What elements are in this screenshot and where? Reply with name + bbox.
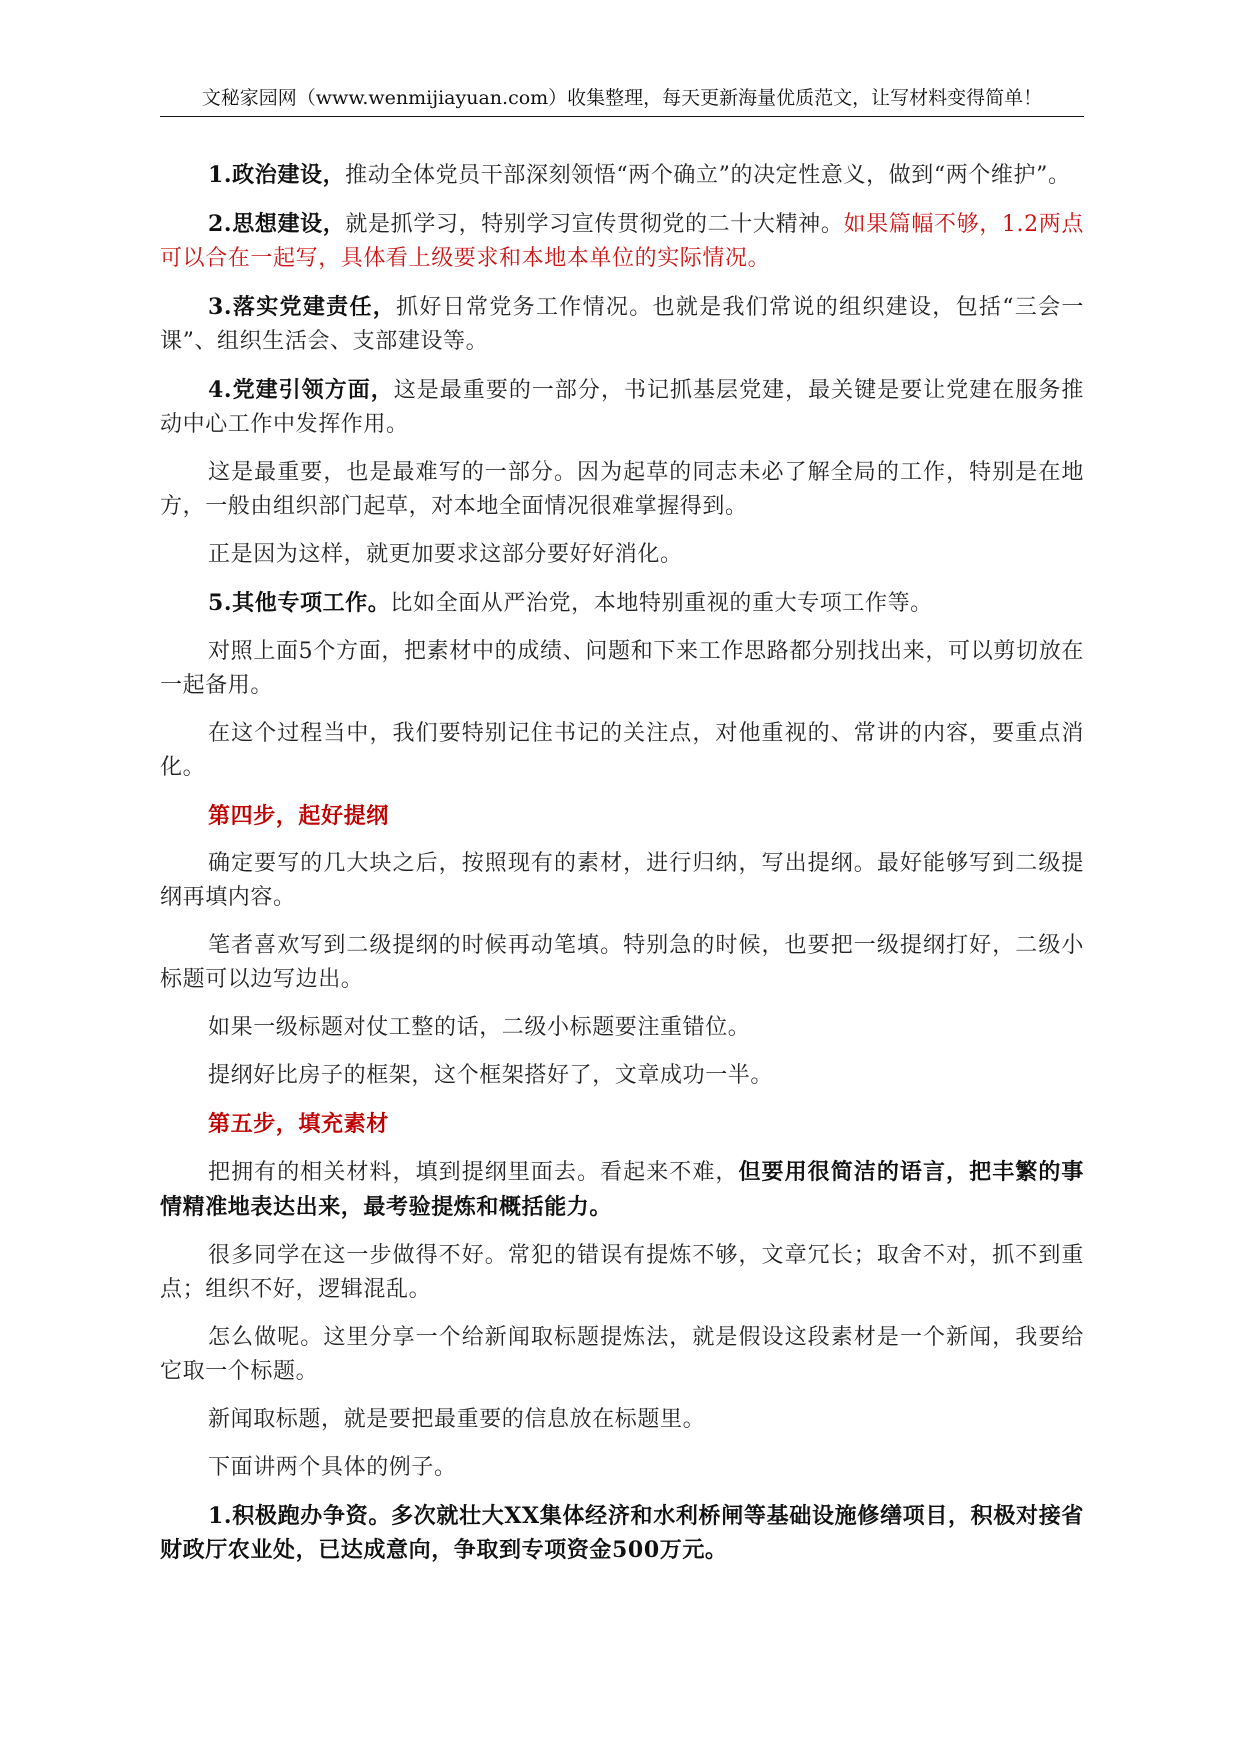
paragraph-text: 提纲好比房子的框架，这个框架搭好了，文章成功一半。 — [208, 1063, 774, 1088]
paragraph-example-one: 1.积极跑办争资。多次就壮大XX集体经济和水利桥闸等基础设施修缮项目，积极对接省财政厅农业处，已达成意向，争取到专项资金500万元。 — [160, 1503, 1084, 1563]
paragraph-party-responsibility — [160, 290, 1084, 359]
paragraph-text: 就是抓学习，特别学习宣传贯彻党的二十大精神。 — [345, 212, 844, 237]
paragraph-text: 如果一级标题对仗工整的话，二级小标题要注重错位。 — [208, 1015, 751, 1040]
paragraph-lead: 2.思想建设， — [208, 211, 346, 237]
paragraph-text: 把拥有的相关材料，填到提纲里面去。看起来不难， — [208, 1160, 739, 1185]
paragraph-text: 抓好日常党务工作情况。也就是我们常说的组织建设，包括“三会一课”、组织生活会、支部建设等。 — [160, 295, 1084, 354]
paragraph-text: 对照上面5个方面，把素材中的成绩、问题和下来工作思路都分别找出来，可以剪切放在一起备用。 — [160, 639, 1084, 698]
paragraph-text: 正是因为这样，就更加要求这部分要好好消化。 — [208, 542, 683, 567]
paragraph-text: 新闻取标题，就是要把最重要的信息放在标题里。 — [208, 1407, 706, 1432]
paragraph-lead: 4.党建引领方面， — [208, 377, 394, 403]
paragraph-text: 这是最重要的一部分，书记抓基层党建，最关键是要让党建在服务推动中心工作中发挥作用。 — [160, 378, 1084, 437]
paragraph-text: 笔者喜欢写到二级提纲的时候再动笔填。特别急的时候，也要把一级提纲打好，二级小标题可以边写边出。 — [160, 933, 1084, 992]
paragraph-text: 怎么做呢。这里分享一个给新闻取标题提炼法，就是假设这段素材是一个新闻，我要给它取一个标题。 — [160, 1325, 1084, 1384]
paragraph-text: 推动全体党员干部深刻领悟“两个确立”的决定性意义，做到“两个维护”。 — [345, 163, 1071, 188]
paragraph-red-note: 如果篇幅不够，1.2两点可以合在一起写，具体看上级要求和本地本单位的实际情况。 — [160, 212, 1084, 271]
paragraph-text: 比如全面从严治党，本地特别重视的重大专项工作等。 — [390, 591, 933, 616]
paragraph-emphasis: 但要用很简洁的语言，把丰繁的事情精准地表达出来，最考验提炼和概括能力。 — [160, 1159, 1084, 1220]
page-header: 文秘家园网（www.wenmijiayuan.com）收集整理，每天更新海量优质范文，让写材料变得简单！ — [160, 84, 1084, 117]
paragraph-text: 在这个过程当中，我们要特别记住书记的关注点，对他重视的、常讲的内容，要重点消化。 — [160, 721, 1084, 780]
document-body — [160, 158, 1084, 1581]
paragraph-political-construction — [160, 158, 1084, 193]
paragraph-special-work — [160, 586, 1084, 621]
paragraph-text: 这是最重要，也是最难写的一部分。因为起草的同志未必了解全局的工作，特别是在地方，一般由组织部门起草，对本地全面情况很难掌握得到。 — [160, 460, 1084, 519]
section-heading-step-four: 第四步，起好提纲 — [208, 803, 389, 829]
paragraph-text: 下面讲两个具体的例子。 — [208, 1455, 457, 1480]
paragraph-lead: 5.其他专项工作。 — [208, 590, 391, 616]
paragraph-text: 很多同学在这一步做得不好。常犯的错误有提炼不够，文章冗长；取舍不对，抓不到重点；组织不好，逻辑混乱。 — [160, 1243, 1084, 1302]
paragraph-party-leadership — [160, 373, 1084, 442]
paragraph-ideological-construction — [160, 207, 1084, 276]
paragraph-lead: 3.落实党建责任， — [208, 294, 397, 320]
paragraph-fill-material — [160, 1155, 1084, 1225]
paragraph-lead: 1.政治建设， — [208, 162, 346, 188]
section-heading-step-five: 第五步，填充素材 — [208, 1111, 389, 1137]
paragraph-text: 确定要写的几大块之后，按照现有的素材，进行归纳，写出提纲。最好能够写到二级提纲再填内容。 — [160, 851, 1084, 910]
